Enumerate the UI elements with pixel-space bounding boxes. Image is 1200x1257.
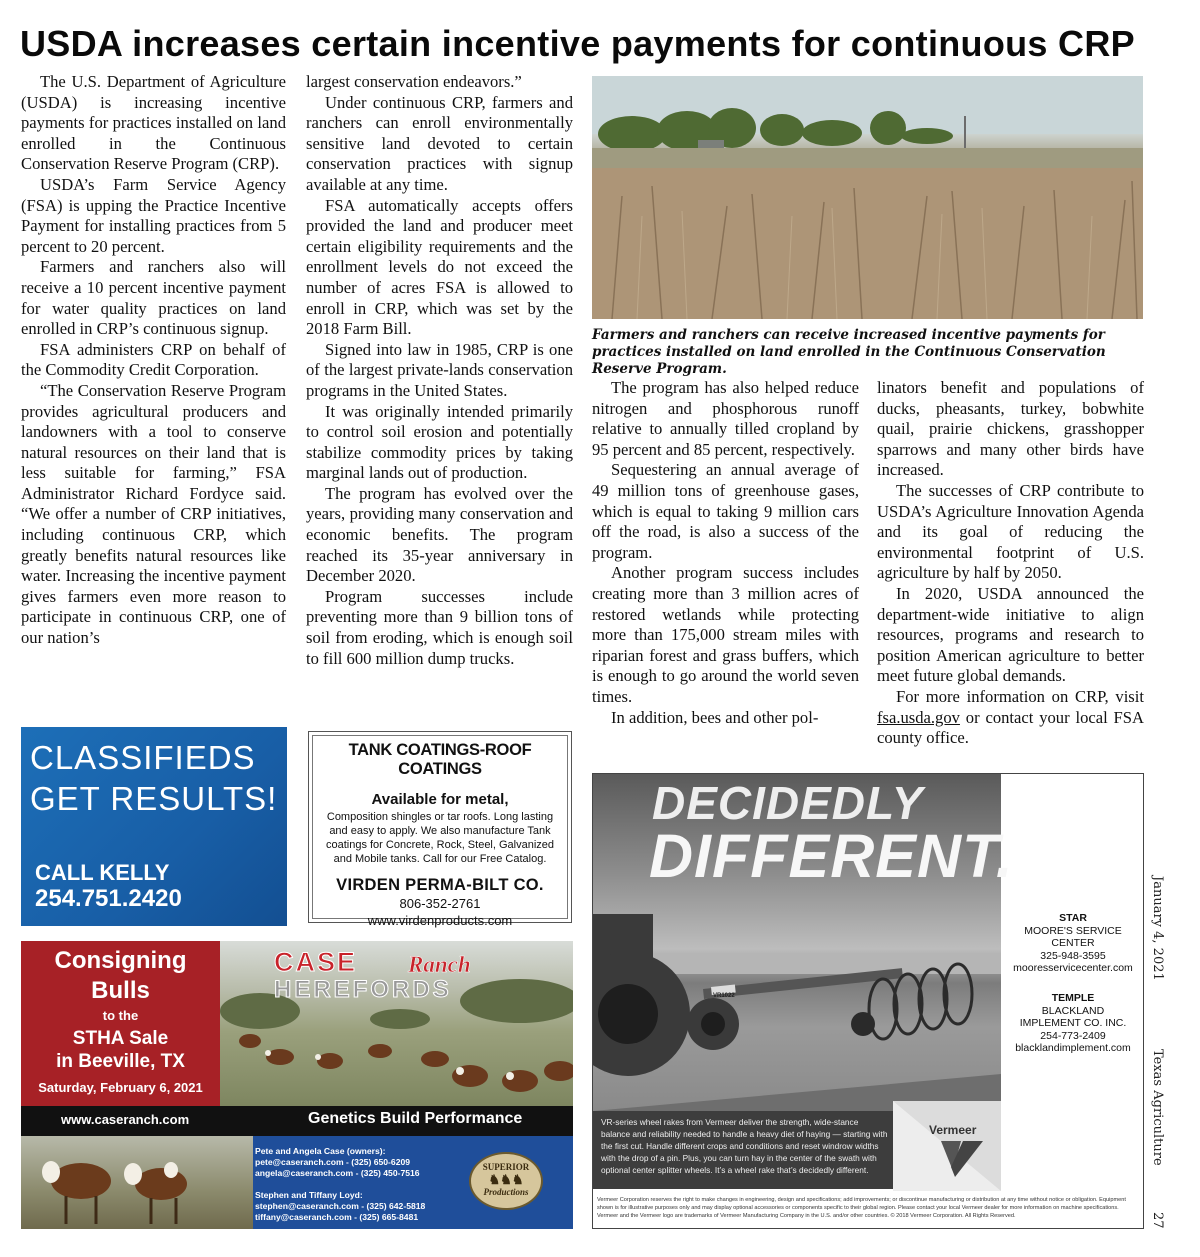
dealer-town: TEMPLE [1051,992,1095,1004]
article-column-4 [877,378,1144,749]
tank-ad-title: TANK COATINGS-ROOF COATINGS [348,741,532,778]
classifieds-ad[interactable] [21,727,287,926]
consigning-text: Consigning [54,947,187,974]
dealer-temple [1001,992,1144,1055]
dealer-name: BLACKLAND [1041,1004,1105,1017]
vermeer-body: VR-series wheel rakes from Vermeer deliver the strength, wide-stance balance and reliability needed to handle a heavy diet of haying — starting with the first cut. Handle different crops and conditions and reset windrow widths with the drop of a pin. Plus, you can turn hay in the center of the swath with optional center splitter wheels. It’s a wheel rake that’s decidedly different. [593,1111,893,1189]
dealer-website[interactable]: mooresservicecenter.com [1013,962,1133,974]
paragraph: Signed into law in 1985, CRP is one of the largest private-lands conservation programs in the United States. [306,339,573,400]
dealer-phone: 254-773-2409 [1040,1029,1106,1042]
text: For more information on CRP, visit [896,686,1144,706]
page-folio [1150,876,1170,1228]
angela-contact: angela@caseranch.com - (325) 450-7516 [255,1168,420,1178]
tank-ad-subtitle: Available for metal, [371,791,509,808]
photo-caption: Farmers and ranchers can receive increased incentive payments for practices installed on land enrolled in the Continuous Conservation Reserve Program. [592,327,1106,377]
paragraph: The program has evolved over the years, providing many conservation and economic benefits. The program reached its 35-year anniversary in December 2020. [306,483,573,586]
horse-riders-icon: ♞♞♞ [488,1172,524,1187]
page-number: 27 [1150,1212,1165,1229]
herefords-logo: HEREFORDS [274,976,452,1003]
paragraph: FSA administers CRP on behalf of the Commodity Credit Corporation. [21,339,286,380]
paragraph: linators benefit and populations of ducks, pheasants, turkey, bobwhite quail, prairie chickens, grasshopper sparrows and many other birds have increased. [877,378,1144,480]
consigning-panel [21,941,220,1106]
vermeer-fine-print: Vermeer Corporation reserves the right to make changes in engineering, design and specifications; add improvements; or discontinue manufacturing or distribution at any time without notice or obligation. Equipment shown is for illustrative purposes only and may display optional accessories or components specific to their global region. Please contact your local Vermeer dealer for more information on machine specifications. Vermeer and the Vermeer logo are trademarks of Vermeer Manufacturing Company in the U.S. and/or other countries. © 2018 Vermeer Corporation. All Rights Reserved. [597,1197,1126,1219]
paragraph: Sequestering an annual average of 49 million tons of greenhouse gases, which is equal to taking 9 million cars off the road, is also a success of the program. [592,460,859,562]
dealer-website[interactable]: blacklandimplement.com [1015,1042,1131,1054]
dealer-phone: 325-948-3595 [1040,949,1106,962]
location-text: in Beeville, TX [56,1051,185,1072]
paragraph: Under continuous CRP, farmers and ranchers can enroll environmentally sensitive land devoted to certain conservation practices with signup available at any time. [306,92,573,194]
dealer-star [1001,912,1144,975]
tiffany-contact: tiffany@caseranch.com - (325) 665-8481 [255,1212,419,1222]
classifieds-line-2: GET RESULTS! [30,780,278,817]
article-column-1 [21,72,286,649]
rake-model-label: VR1022 [713,993,735,999]
sale-text: STHA Sale [72,1028,169,1049]
loyd-label: Stephen and Tiffany Loyd: [255,1190,363,1200]
vermeer-logo: Vermeer [929,1123,977,1137]
paragraph: FSA automatically accepts offers provided the land and producer meet certain eligibility requirements and the enrollment levels do not exceed the number of acres FSA is allowed to enroll in CRP, which was set by the 2018 Farm Bill. [306,195,573,339]
cattle-photo [220,941,573,1106]
classifieds-line-1: CLASSIFIEDS [30,739,256,776]
dealer-name: CENTER [1051,937,1095,949]
stephen-contact: stephen@caseranch.com - (325) 642-5818 [255,1201,426,1211]
issue-date: January 4, 2021 [1150,876,1165,981]
case-slogan: Genetics Build Performance [308,1110,523,1127]
productions-text: Productions [483,1187,529,1197]
paragraph: USDA’s Farm Service Agency (FSA) is upping the Practice Incentive Payment for installing practices from 5 percent to 20 percent. [21,174,286,256]
case-bar [21,1106,573,1136]
to-the-text: to the [102,1008,139,1023]
classifieds-phone: 254.751.2420 [35,885,182,912]
text: or contact your local FSA county office. [877,707,1144,748]
grassland-photo [592,76,1143,319]
superior-text: SUPERIOR [482,1162,530,1172]
case-ranch-ad[interactable] [21,941,573,1229]
grassland-photo-art [592,76,1143,319]
pete-contact: pete@caseranch.com - (325) 650-6209 [255,1157,411,1167]
paragraph: largest conservation endeavors.” [306,72,522,91]
calves-photo [21,1136,253,1229]
case-logo: CASE [274,947,358,977]
article-column-2 [306,72,573,669]
dealer-town: STAR [1059,912,1087,924]
paragraph: The successes of CRP contribute to USDA’s Agriculture Innovation Agenda and its goal of reducing the environmental footprint of U.S. agriculture by half by 2050. [877,480,1144,583]
bulls-text: Bulls [91,977,150,1004]
tank-ad-website[interactable]: www.virdenproducts.com [367,913,513,928]
superior-productions-logo [469,1152,543,1210]
dealer-name: IMPLEMENT CO. INC. [1019,1017,1127,1029]
article-column-3 [592,378,859,728]
fsa-website-link[interactable]: fsa.usda.gov [877,707,960,727]
tank-ad-company: VIRDEN PERMA-BILT CO. [336,876,544,894]
paragraph: The U.S. Department of Agriculture (USDA) is increasing incentive payments for practices installed on land enrolled in the Continuous Conservation Reserve Program (CRP). [21,72,286,174]
paragraph: Farmers and ranchers also will receive a 10 percent incentive payment for water quality practices on land enrolled in CRP’s continuous signup. [21,257,286,339]
vermeer-headline-1: DECIDEDLY [652,777,924,829]
vermeer-logo-area [893,1101,1001,1191]
cattle-photo-art [220,941,573,1106]
tank-ad-body: Composition shingles or tar roofs. Long lasting and easy to apply. We also manufacture Tank coatings for Concrete, Rock, Steel, Galvanized and Mobile tanks. Call for our Free Catalog. [325,811,555,865]
classifieds-call: CALL KELLY [35,860,170,885]
case-website[interactable]: www.caseranch.com [61,1112,190,1127]
paragraph: Program successes include preventing more than 9 billion tons of soil from eroding, which is enough soil to fill 600 million dump trucks. [306,586,573,668]
vermeer-ad[interactable] [592,773,1144,1229]
vermeer-headline-2: DIFFERENT. [649,822,1014,890]
paragraph-with-link [877,687,1144,749]
tank-ad-border [312,735,568,928]
paragraph: The program has also helped reduce nitrogen and phosphorous runoff relative to annually tilled cropland by 95 percent and 85 percent, respectively. [592,378,859,459]
paragraph: It was originally intended primarily to control soil erosion and potentially stabilize commodity prices by taking marginal lands out of production. [306,401,573,483]
publication-name: Texas Agriculture [1150,1049,1165,1166]
dealer-name: MOORE'S SERVICE [1024,924,1122,937]
calves-photo-art [21,1136,253,1229]
vermeer-v-icon [893,1101,1001,1191]
headline: USDA increases certain incentive payments for continuous CRP [20,23,1135,64]
tank-ad-phone: 806-352-2761 [399,896,481,911]
owners-label: Pete and Angela Case (owners): [255,1146,386,1156]
ranch-logo: Ranch [408,952,471,977]
paragraph: In addition, bees and other pol- [611,707,819,727]
sale-date: Saturday, February 6, 2021 [38,1080,203,1095]
tank-coatings-ad[interactable] [308,731,572,928]
paragraph: In 2020, USDA announced the department-wide initiative to align resources, programs and research to position American agriculture to better meet future global demands. [877,583,1144,686]
paragraph: Another program success includes creating more than 3 million acres of restored wetlands while protecting more than 175,000 stream miles with riparian forest and grass buffers, which is enough to go around the world seven times. [592,563,859,706]
classifieds-headline [30,737,277,819]
paragraph: “The Conservation Reserve Program provides agricultural producers and landowners with a tool to conserve natural resources on their land that is less suitable for farming,” FSA Administrator Richard Fordyce said. “We offer a number of CRP initiatives, including continuous CRP, which greatly benefits natural resources like water. Increasing the incentive payment gives farmers even more reason to participate in continuous CRP, one of our nation’s [21,380,286,648]
